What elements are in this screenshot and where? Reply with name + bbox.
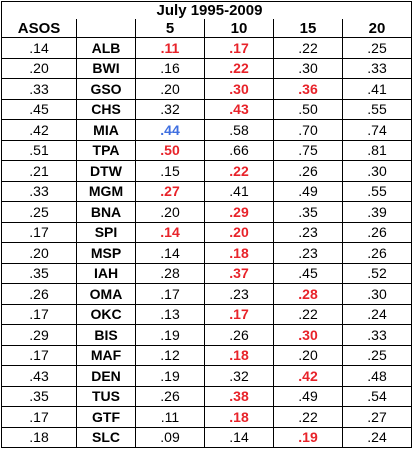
table-title: July 1995-2009 bbox=[77, 2, 343, 20]
cell-station: DTW bbox=[77, 161, 136, 182]
cell-station: TPA bbox=[77, 140, 136, 161]
cell-asos: .18 bbox=[2, 427, 77, 448]
cell-5: .44 bbox=[136, 120, 205, 141]
cell-20: .33 bbox=[343, 58, 412, 79]
cell-asos: .17 bbox=[2, 304, 77, 325]
cell-10: .32 bbox=[205, 366, 274, 387]
cell-15: .42 bbox=[274, 366, 343, 387]
cell-5: .19 bbox=[136, 325, 205, 346]
cell-asos: .35 bbox=[2, 263, 77, 284]
cell-15: .22 bbox=[274, 38, 343, 59]
table-row bbox=[2, 161, 412, 182]
cell-15: .22 bbox=[274, 407, 343, 428]
cell-asos: .20 bbox=[2, 58, 77, 79]
table-row bbox=[2, 222, 412, 243]
cell-station: CHS bbox=[77, 99, 136, 120]
cell-15: .75 bbox=[274, 140, 343, 161]
cell-15: .36 bbox=[274, 79, 343, 100]
cell-15: .28 bbox=[274, 284, 343, 305]
cell-20: .30 bbox=[343, 161, 412, 182]
cell-10: .18 bbox=[205, 243, 274, 264]
cell-asos: .17 bbox=[2, 407, 77, 428]
cell-10: .30 bbox=[205, 79, 274, 100]
cell-asos: .14 bbox=[2, 38, 77, 59]
table-row bbox=[2, 140, 412, 161]
table-row bbox=[2, 181, 412, 202]
cell-10: .66 bbox=[205, 140, 274, 161]
column-header-station bbox=[77, 19, 136, 38]
cell-10: .22 bbox=[205, 161, 274, 182]
cell-asos: .51 bbox=[2, 140, 77, 161]
cell-20: .25 bbox=[343, 345, 412, 366]
cell-asos: .33 bbox=[2, 79, 77, 100]
cell-asos: .26 bbox=[2, 284, 77, 305]
cell-10: .26 bbox=[205, 325, 274, 346]
table-row bbox=[2, 243, 412, 264]
cell-5: .20 bbox=[136, 79, 205, 100]
table-row bbox=[2, 304, 412, 325]
cell-5: .14 bbox=[136, 222, 205, 243]
cell-5: .27 bbox=[136, 181, 205, 202]
cell-20: .48 bbox=[343, 366, 412, 387]
cell-5: .20 bbox=[136, 202, 205, 223]
cell-asos: .29 bbox=[2, 325, 77, 346]
data-table bbox=[1, 1, 412, 448]
cell-20: .55 bbox=[343, 99, 412, 120]
cell-15: .23 bbox=[274, 243, 343, 264]
cell-station: ALB bbox=[77, 38, 136, 59]
cell-asos: .25 bbox=[2, 202, 77, 223]
cell-15: .35 bbox=[274, 202, 343, 223]
cell-20: .24 bbox=[343, 304, 412, 325]
cell-10: .14 bbox=[205, 427, 274, 448]
cell-5: .17 bbox=[136, 284, 205, 305]
title-spacer-left bbox=[2, 2, 77, 20]
table-row bbox=[2, 366, 412, 387]
cell-5: .50 bbox=[136, 140, 205, 161]
column-header-5: 5 bbox=[136, 19, 205, 38]
cell-5: .16 bbox=[136, 58, 205, 79]
cell-20: .55 bbox=[343, 181, 412, 202]
table-row bbox=[2, 386, 412, 407]
cell-asos: .42 bbox=[2, 120, 77, 141]
cell-asos: .17 bbox=[2, 222, 77, 243]
table-row bbox=[2, 99, 412, 120]
table-row bbox=[2, 407, 412, 428]
cell-20: .54 bbox=[343, 386, 412, 407]
cell-10: .17 bbox=[205, 304, 274, 325]
cell-5: .12 bbox=[136, 345, 205, 366]
cell-station: BWI bbox=[77, 58, 136, 79]
cell-5: .26 bbox=[136, 386, 205, 407]
cell-station: MSP bbox=[77, 243, 136, 264]
column-header-15: 15 bbox=[274, 19, 343, 38]
cell-20: .27 bbox=[343, 407, 412, 428]
table-row bbox=[2, 58, 412, 79]
cell-10: .41 bbox=[205, 181, 274, 202]
cell-station: OKC bbox=[77, 304, 136, 325]
table-row bbox=[2, 284, 412, 305]
cell-20: .41 bbox=[343, 79, 412, 100]
cell-15: .49 bbox=[274, 181, 343, 202]
cell-asos: .33 bbox=[2, 181, 77, 202]
cell-asos: .35 bbox=[2, 386, 77, 407]
cell-station: IAH bbox=[77, 263, 136, 284]
cell-asos: .43 bbox=[2, 366, 77, 387]
column-header-asos: ASOS bbox=[2, 19, 77, 38]
cell-station: OMA bbox=[77, 284, 136, 305]
cell-5: .19 bbox=[136, 366, 205, 387]
table-row bbox=[2, 120, 412, 141]
cell-20: .81 bbox=[343, 140, 412, 161]
cell-20: .74 bbox=[343, 120, 412, 141]
cell-station: TUS bbox=[77, 386, 136, 407]
cell-15: .23 bbox=[274, 222, 343, 243]
cell-5: .15 bbox=[136, 161, 205, 182]
cell-20: .39 bbox=[343, 202, 412, 223]
cell-station: BIS bbox=[77, 325, 136, 346]
table-row bbox=[2, 263, 412, 284]
title-spacer-right bbox=[343, 2, 412, 20]
cell-10: .37 bbox=[205, 263, 274, 284]
cell-5: .11 bbox=[136, 38, 205, 59]
cell-10: .23 bbox=[205, 284, 274, 305]
cell-10: .18 bbox=[205, 345, 274, 366]
cell-station: SPI bbox=[77, 222, 136, 243]
cell-10: .38 bbox=[205, 386, 274, 407]
cell-5: .32 bbox=[136, 99, 205, 120]
cell-station: MGM bbox=[77, 181, 136, 202]
cell-5: .28 bbox=[136, 263, 205, 284]
table-row bbox=[2, 325, 412, 346]
cell-20: .26 bbox=[343, 222, 412, 243]
cell-20: .26 bbox=[343, 243, 412, 264]
cell-10: .20 bbox=[205, 222, 274, 243]
cell-10: .17 bbox=[205, 38, 274, 59]
cell-10: .43 bbox=[205, 99, 274, 120]
cell-20: .33 bbox=[343, 325, 412, 346]
column-header-10: 10 bbox=[205, 19, 274, 38]
table-row bbox=[2, 38, 412, 59]
cell-station: GTF bbox=[77, 407, 136, 428]
cell-asos: .20 bbox=[2, 243, 77, 264]
cell-15: .50 bbox=[274, 99, 343, 120]
cell-5: .13 bbox=[136, 304, 205, 325]
table-row bbox=[2, 345, 412, 366]
cell-15: .30 bbox=[274, 58, 343, 79]
cell-station: SLC bbox=[77, 427, 136, 448]
cell-asos: .17 bbox=[2, 345, 77, 366]
table-row bbox=[2, 79, 412, 100]
cell-15: .70 bbox=[274, 120, 343, 141]
cell-station: BNA bbox=[77, 202, 136, 223]
cell-20: .52 bbox=[343, 263, 412, 284]
cell-5: .11 bbox=[136, 407, 205, 428]
cell-10: .18 bbox=[205, 407, 274, 428]
table-body bbox=[2, 38, 412, 448]
cell-asos: .21 bbox=[2, 161, 77, 182]
cell-station: MIA bbox=[77, 120, 136, 141]
cell-15: .20 bbox=[274, 345, 343, 366]
cell-20: .30 bbox=[343, 284, 412, 305]
table-row bbox=[2, 202, 412, 223]
cell-15: .45 bbox=[274, 263, 343, 284]
cell-15: .26 bbox=[274, 161, 343, 182]
cell-10: .58 bbox=[205, 120, 274, 141]
cell-station: GSO bbox=[77, 79, 136, 100]
cell-15: .30 bbox=[274, 325, 343, 346]
cell-station: DEN bbox=[77, 366, 136, 387]
cell-15: .22 bbox=[274, 304, 343, 325]
header-row bbox=[2, 19, 412, 38]
cell-20: .24 bbox=[343, 427, 412, 448]
cell-10: .22 bbox=[205, 58, 274, 79]
cell-20: .25 bbox=[343, 38, 412, 59]
cell-15: .19 bbox=[274, 427, 343, 448]
table-row bbox=[2, 427, 412, 448]
cell-asos: .45 bbox=[2, 99, 77, 120]
cell-5: .09 bbox=[136, 427, 205, 448]
title-row bbox=[2, 2, 412, 20]
cell-station: MAF bbox=[77, 345, 136, 366]
cell-15: .49 bbox=[274, 386, 343, 407]
cell-5: .14 bbox=[136, 243, 205, 264]
cell-10: .29 bbox=[205, 202, 274, 223]
column-header-20: 20 bbox=[343, 19, 412, 38]
